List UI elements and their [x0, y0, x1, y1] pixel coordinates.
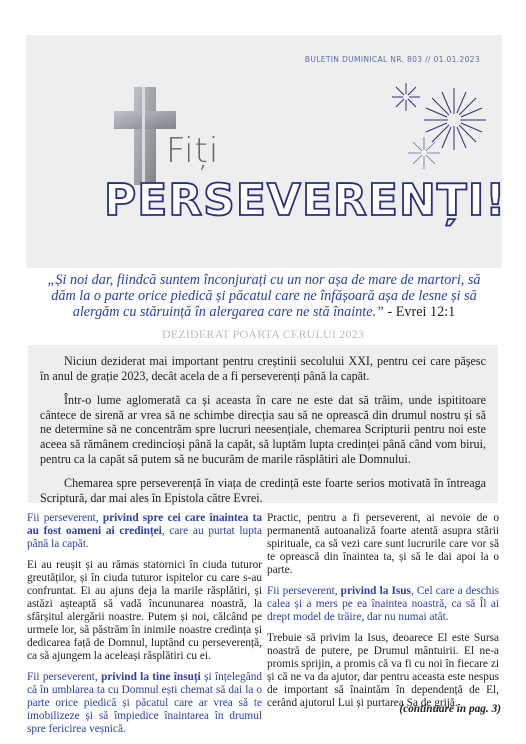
left-paragraph-2: Ei au reușit și au rămas statornici în ciuda tuturor greutăților, și în ciuda tuturor ispitelor cu care s-au confruntat. Ei au ajuns deja la marile răsplătiri, și astăzi așteaptă să vadă încununarea noastră, la sfârșitul alergării noastre. Putem și noi, călcând pe urmele lor, să păstrăm în inimile noastre credința și dedicarea față de Domnul, luptând cu perseverență, ca să ajungem la aceleași răsplătiri cu ei. — [27, 559, 262, 662]
deziderat-heading: DEZIDERAT POARTA CERULUI 2023 — [161, 327, 365, 341]
intro-box — [28, 345, 498, 503]
header-banner — [26, 35, 507, 268]
quote-reference: - Evrei 12:1 — [383, 304, 456, 320]
right-column — [267, 512, 499, 718]
title-small: Fiți — [166, 131, 220, 171]
right-paragraph-3: Trebuie să privim la Isus, deoarece El este Sursa noastră de putere, pe Drumul mântuirii. El ne-a promis sprijin, a promis că va fi cu noi în fiecare zi și că ne va da ajutor, dar pentru aceasta este nespus de important să înaintăm în dependență de El, cerând ajutorul Lui și purtarea Sa de grijă. — [267, 632, 499, 709]
left-paragraph-3: Fii perseverent, privind la tine însuți și înțelegând că în umblarea ta cu Domnul ești chemat să dai la o parte orice piedică și păcatul care ar vrea să te imobilizeze și să împiedice înaintarea în drumul spre fericirea veșnică. — [27, 671, 263, 735]
bulletin-number: BULETIN DUMINICAL NR. 803 // 01.01.2023 — [304, 55, 480, 64]
fireworks-icon — [366, 75, 496, 175]
right-paragraph-2: Fii perseverent, privind la Isus, Cel care a deschis calea și a mers pe ea înaintea noastră, ca să Îl ai drept model de trăire, dar nu numai atât. — [267, 585, 499, 623]
bible-quote — [36, 272, 492, 320]
left-column — [27, 512, 262, 744]
right-paragraph-1: Practic, pentru a fi perseverent, ai nevoie de o permanentă autoanaliză foarte atentă asupra stării spirituale, ca să vezi care sunt lucrurile care vor să te oprească din înaintea ta, și să le dai apoi la o parte. — [267, 512, 499, 576]
page-title: PERSEVERENȚI! — [104, 175, 507, 226]
left-paragraph-1: Fii perseverent, privind spre cei care înaintea ta au fost oameni ai credinței, care au purtat lupta până la capăt. — [27, 512, 262, 550]
intro-paragraph: Niciun deziderat mai important pentru creștinii secolului XXI, pentru cei care pășesc în anul de grație 2023, decât acela de a fi perseverenți până la capăt. — [40, 354, 486, 383]
intro-paragraph: Chemarea spre perseverență în viața de credință este foarte serios motivată în întreaga Scriptură, dar mai ales în Epistola către Evrei. — [40, 476, 486, 505]
continuation-note: (continuare în pag. 3) — [399, 703, 501, 715]
quote-text: „Și noi dar, fiindcă suntem înconjurați cu un nor așa de mare de martori, să dăm la o parte orice piedică și păcatul care ne înfășoară așa de lesne și să alergăm cu stăruință în alergarea care ne stă înainte.” — [47, 272, 481, 320]
intro-paragraph: Într-o lume aglomerată ca și aceasta în care ne este dat să trăim, unde ispititoare cântece de sirenă ar vrea să ne schimbe direcția sau să ne oprească din drumul nostru și să ne determine să ne concentrăm spre lucruri neesențiale, chemarea Scripturii pentru noi este aceea să rămânem credincioși până la capăt, să luptăm lupta credinței până când vom birui, pentru ca la capăt să putem să ne bucurăm de marile răsplătiri ale Domnului. — [40, 393, 486, 466]
